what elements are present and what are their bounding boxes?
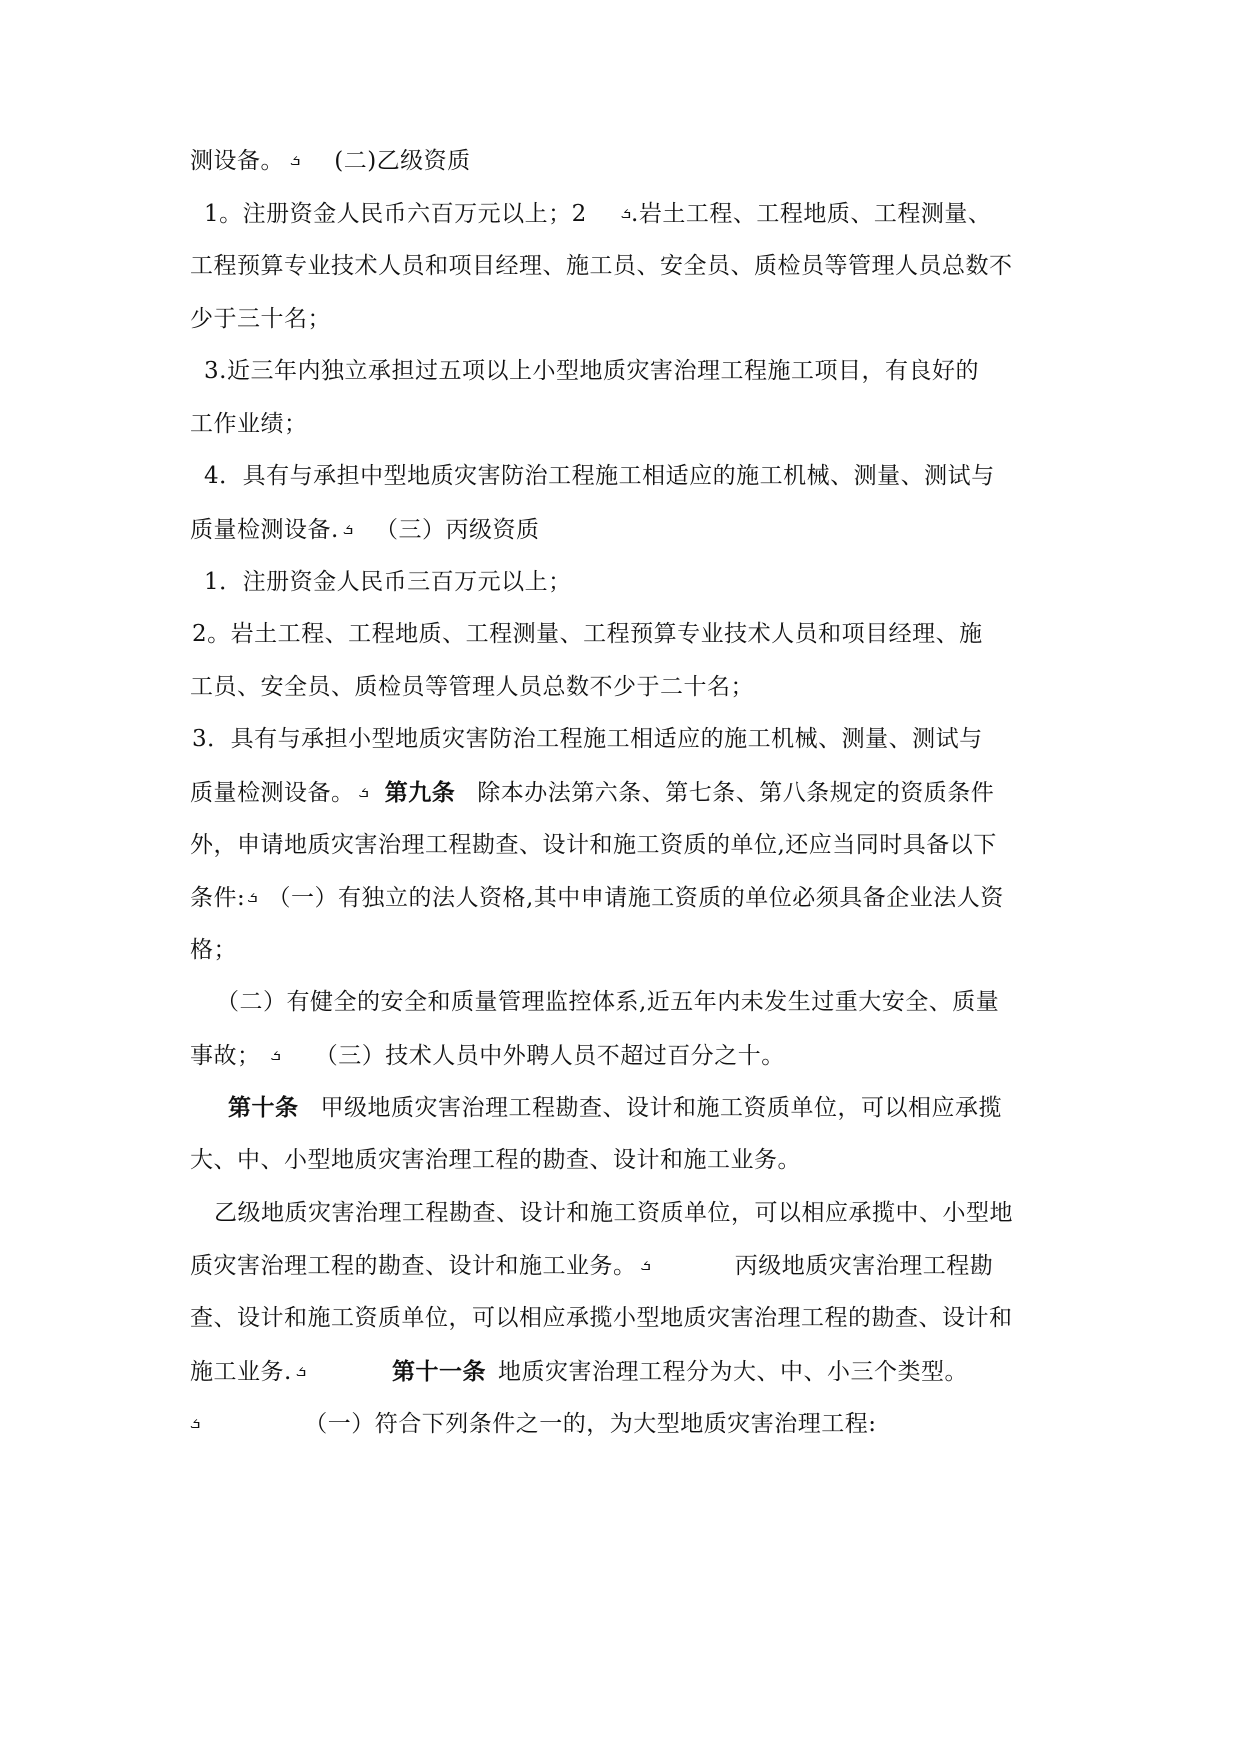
text-line [204, 461, 995, 491]
paragraph-mark-icon: ܭ [270, 1046, 281, 1064]
text-line [190, 1040, 785, 1071]
text-line [190, 145, 471, 176]
text-span: （三）丙级资质 [375, 517, 540, 543]
text-line [190, 304, 331, 334]
text-span: 大、中、小型地质灾害治理工程的勘查、设计和施工业务。 [190, 1147, 801, 1173]
article-heading: 第十条 [228, 1094, 299, 1121]
text-line [190, 672, 754, 702]
text-span: 外，申请地质灾害治理工程勘查、设计和施工资质的单位,还应当同时具备以下 [190, 832, 997, 858]
text-span: 测设备。 [190, 148, 284, 174]
text-span: 质量检测设备。 [190, 780, 355, 806]
paragraph-mark-icon: ܭ [295, 1362, 307, 1380]
text-span: （一）有独立的法人资格,其中申请施工资质的单位必须具备企业法人资 [267, 885, 1004, 911]
text-span: 施工业务. [190, 1359, 292, 1385]
text-line [190, 830, 997, 860]
text-span: 甲级地质灾害治理工程勘查、设计和施工资质单位，可以相应承揽 [320, 1095, 1002, 1121]
text-span: 少于三十名； [190, 306, 331, 332]
text-span: （三）技术人员中外聘人员不超过百分之十。 [314, 1043, 785, 1069]
text-line [190, 882, 1004, 913]
text-span: 丙级地质灾害治理工程勘 [734, 1253, 994, 1279]
paragraph-mark-icon: ܭ [290, 151, 301, 169]
text-span: 4．具有与承担中型地质灾害防治工程施工相适应的施工机械、测量、测试与 [204, 463, 995, 489]
text-span: 地质灾害治理工程分为大、中、小三个类型。 [498, 1359, 969, 1385]
text-line [190, 777, 994, 808]
text-line [190, 1303, 1013, 1333]
text-line [204, 356, 979, 386]
text-line [204, 198, 991, 229]
text-span: 工程预算专业技术人员和项目经理、施工员、安全员、质检员等管理人员总数不 [190, 253, 1013, 279]
text-span: 事故； [190, 1043, 261, 1069]
text-span: 乙级地质灾害治理工程勘查、设计和施工资质单位，可以相应承揽中、小型地 [214, 1200, 1013, 1226]
text-span: （二）有健全的安全和质量管理监控体系,近五年内未发生过重大安全、质量 [216, 989, 1000, 1015]
text-span: 1．注册资金人民币三百万元以上； [204, 569, 572, 595]
text-span: （一）符合下列条件之一的，为大型地质灾害治理工程: [304, 1411, 877, 1437]
text-span: (二)乙级资质 [334, 148, 471, 174]
text-span: 3．具有与承担小型地质灾害防治工程施工相适应的施工机械、测量、测试与 [192, 726, 983, 752]
text-line [190, 409, 308, 439]
text-span: 工员、安全员、质检员等管理人员总数不少于二十名； [190, 674, 754, 700]
paragraph-mark-icon: ܭ [247, 888, 258, 906]
text-span: 查、设计和施工资质单位，可以相应承揽小型地质灾害治理工程的勘查、设计和 [190, 1305, 1013, 1331]
paragraph-mark-icon: ܭ [620, 204, 632, 222]
paragraph-mark-icon: ܭ [640, 1256, 651, 1274]
text-span: 质灾害治理工程的勘查、设计和施工业务。 [190, 1253, 637, 1279]
text-line [190, 1250, 993, 1281]
text-line [216, 987, 999, 1017]
text-span: .岩土工程、工程地质、工程测量、 [631, 201, 992, 227]
text-line [228, 1093, 1002, 1123]
text-line [192, 724, 983, 754]
text-line [192, 619, 983, 649]
paragraph-mark-icon: ܭ [358, 783, 369, 801]
text-span: 3.近三年内独立承担过五项以上小型地质灾害治理工程施工项目，有良好的 [204, 358, 979, 384]
text-line [204, 567, 572, 597]
text-line [190, 1356, 968, 1387]
text-span: 工作业绩； [190, 411, 308, 437]
text-line [190, 1408, 876, 1439]
text-line [190, 1145, 801, 1175]
article-heading: 第九条 [384, 779, 456, 806]
text-span: 除本办法第六条、第七条、第八条规定的资质条件 [477, 780, 995, 806]
text-line [214, 1198, 1013, 1228]
text-line [190, 514, 540, 545]
paragraph-mark-icon: ܭ [190, 1414, 201, 1432]
text-span: 条件: [190, 885, 246, 911]
text-span: 格； [190, 937, 237, 963]
text-line [190, 251, 1013, 281]
text-span: 2。岩土工程、工程地质、工程测量、工程预算专业技术人员和项目经理、施 [192, 621, 983, 647]
article-heading: 第十一条 [392, 1358, 487, 1385]
paragraph-mark-icon: ܭ [342, 520, 354, 538]
text-span: 1。注册资金人民币六百万元以上；2 [204, 201, 587, 227]
text-line [190, 935, 237, 965]
text-span: 质量检测设备. [190, 517, 339, 543]
